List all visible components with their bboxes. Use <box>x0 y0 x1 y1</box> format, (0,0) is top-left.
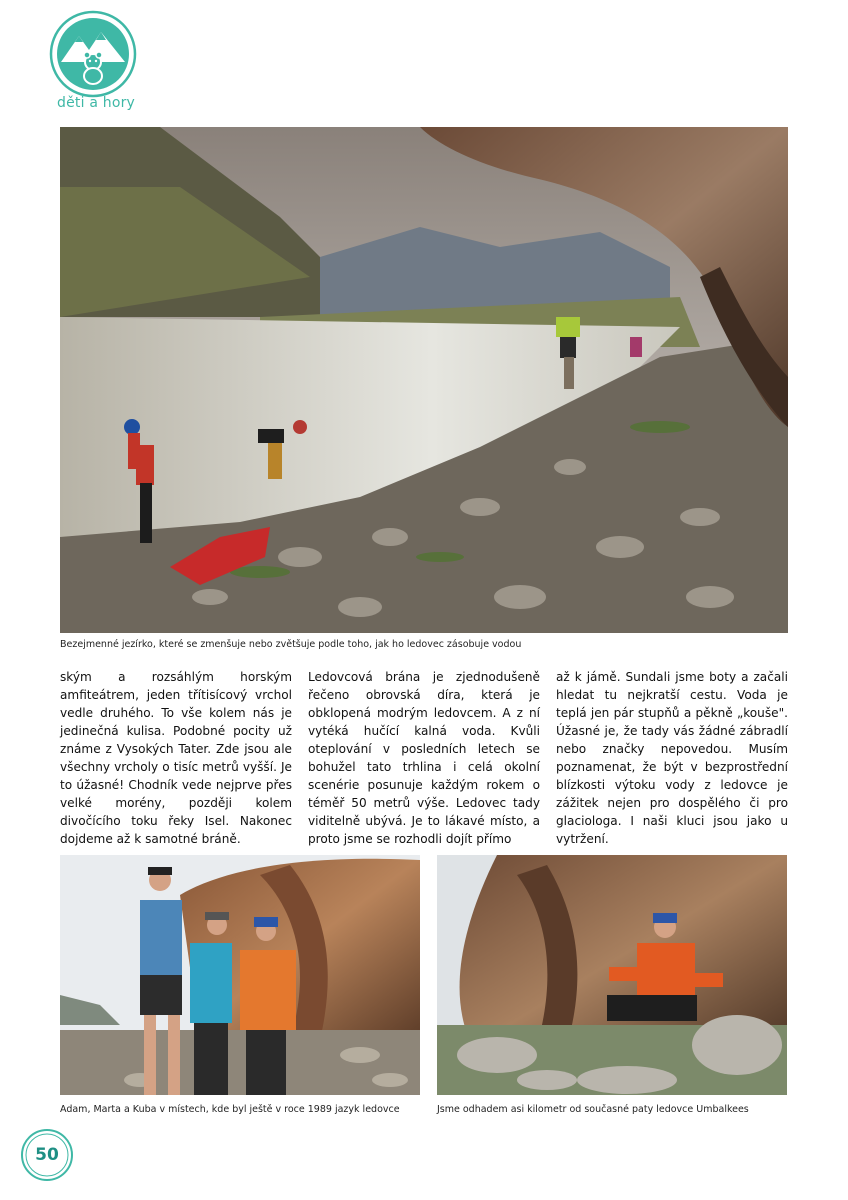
top-photo-caption: Bezejmenné jezírko, které se zmenšuje nebo zvětšuje podle toho, jak ho ledovec zásobuje vodou <box>60 639 522 650</box>
article-column-1-text: ským a rozsáhlým horským amfiteátrem, jeden třítisícový vrchol vedle druhého. To vše kolem nás je jedinečná kulisa. Podobné pocity už známe z Vysokých Tater. Zde jsou ale všechny vrcholy o tisíc metrů vyšší. Je to úžasné! Chodník vede nejprve přes velké morény, později kolem divočícího toku řeky Isel. Nakonec dojdeme až k samotné bráně. <box>60 670 292 846</box>
article-column-2 <box>308 668 540 848</box>
page-number: 50 <box>35 1145 59 1165</box>
bottom-right-photo-boy <box>437 855 787 1095</box>
article-column-2-text: Ledovcová brána je zjednodušeně řečeno obrovská díra, která je obklopená modrým ledovcem. A z ní vytéká hučící kalná voda. Kvůli oteplování v posledních letech se bohužel tato trhlina i celá okolní scenérie posunuje každým rokem o téměř 50 metrů výše. Ledovec tady viditelně ubývá. Je to lákavé místo, a proto jsme se rozhodli dojít přímo <box>308 670 540 846</box>
article-column-3 <box>556 668 788 848</box>
bottom-left-photo-caption: Adam, Marta a Kuba v místech, kde byl ještě v roce 1989 jazyk ledovce <box>60 1104 400 1115</box>
article-column-1 <box>60 668 292 848</box>
section-label: děti a hory <box>57 95 136 111</box>
bottom-right-photo-caption: Jsme odhadem asi kilometr od současné paty ledovce Umbalkees <box>437 1104 749 1115</box>
page-number-badge <box>20 1128 74 1182</box>
top-photo-glacier-lake <box>60 127 788 633</box>
teddy-bear-mountain-logo-icon <box>49 10 137 98</box>
article-column-3-text: až k jámě. Sundali jsme boty a začali hledat tu nejkratší cestu. Voda je teplá jen pár stupňů a pěkně „kouše". Úžasné je, že tady vás žádné zábradlí nebo značky nepovedou. Musím poznamenat, že být v bezprostřední blízkosti výtoku vody z ledovce je zážitek nejen pro dospělého či pro glaciologa. I naši kluci jsou jako u vytržení. <box>556 670 788 846</box>
bottom-left-photo-children <box>60 855 420 1095</box>
